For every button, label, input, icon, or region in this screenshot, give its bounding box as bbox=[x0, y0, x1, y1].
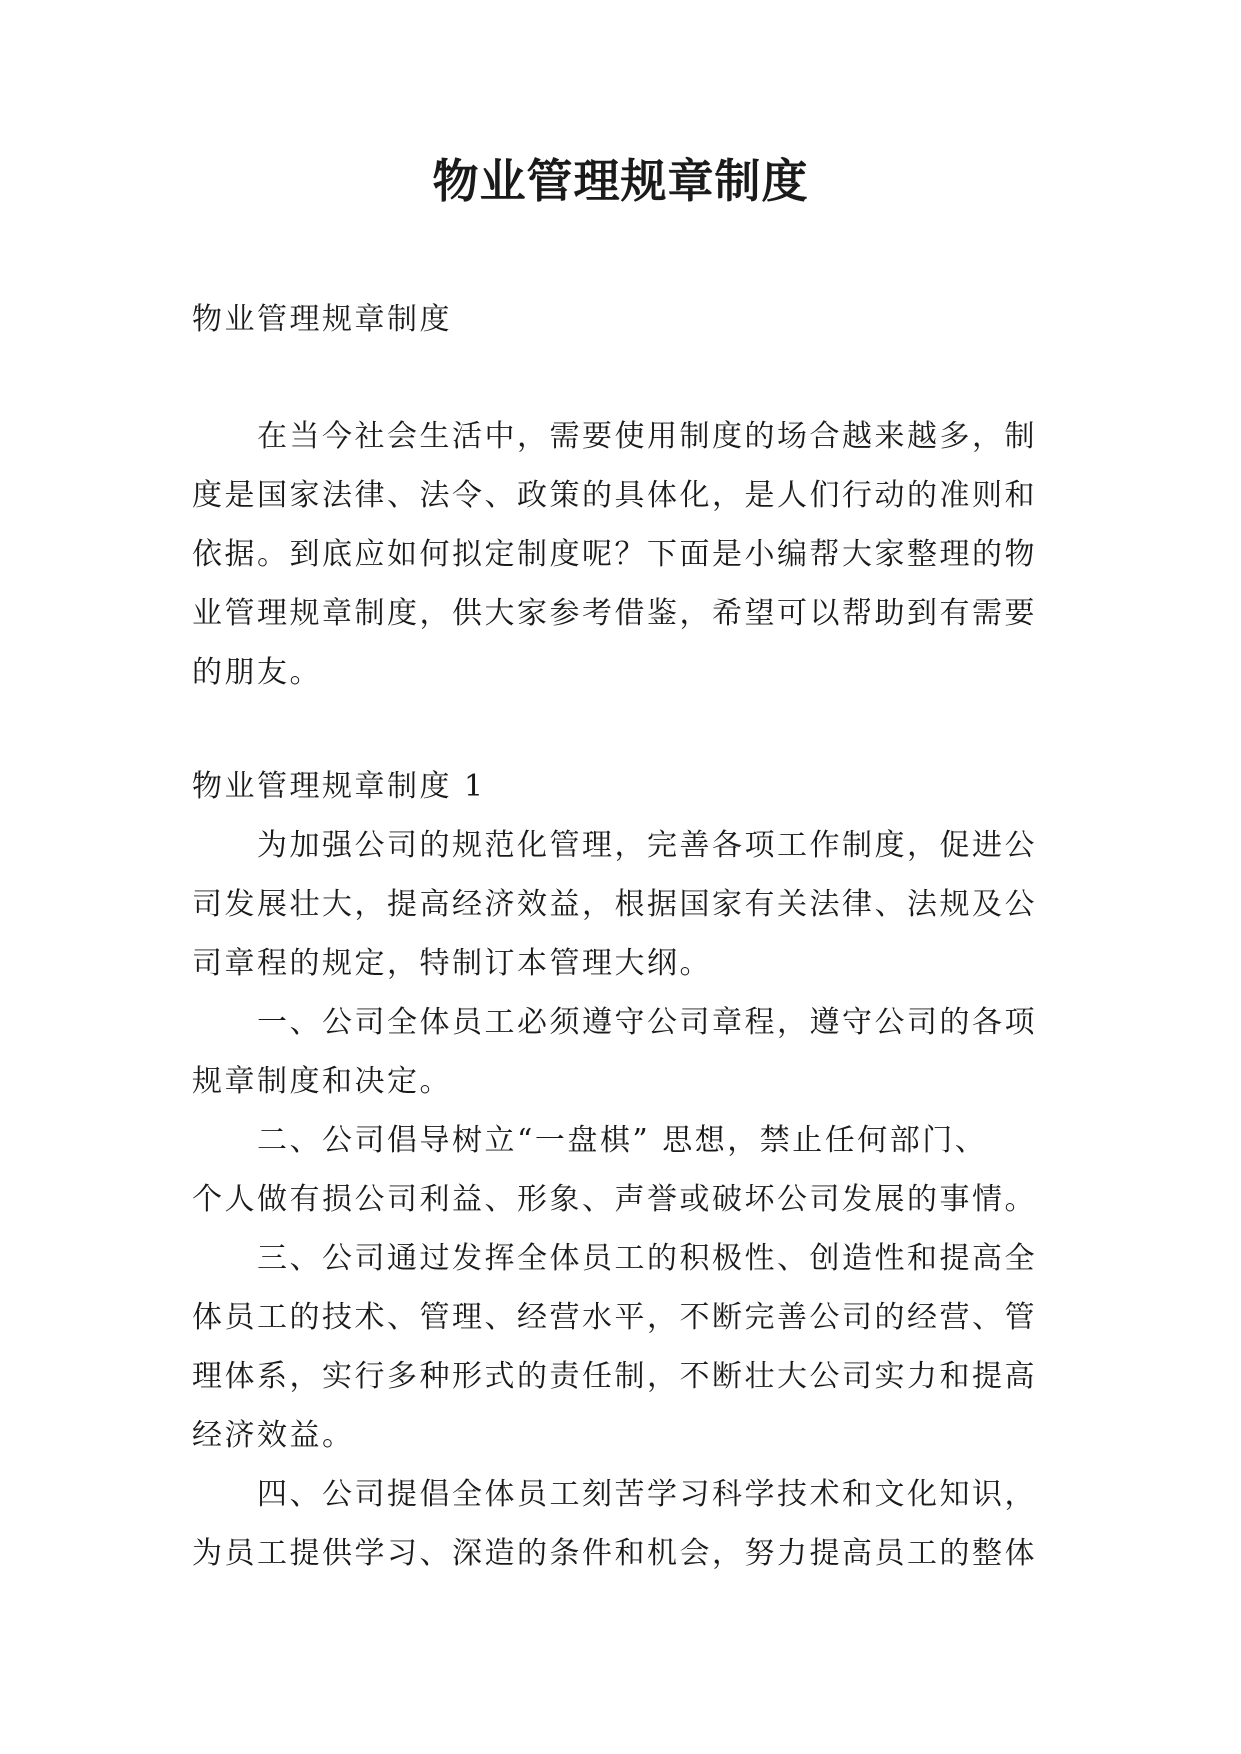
spacer bbox=[192, 702, 1052, 757]
text-line: 个人做有损公司利益、形象、声誉或破坏公司发展的事情。 bbox=[192, 1182, 1037, 1217]
text-line: 二、公司倡导树立“一盘棋” 思想，禁止任何部门、 bbox=[192, 1123, 988, 1158]
text-line: 度是国家法律、法令、政策的具体化，是人们行动的准则和 bbox=[192, 478, 1037, 513]
section-body bbox=[192, 816, 1052, 1583]
text-line: 司发展壮大，提高经济效益，根据国家有关法律、法规及公 bbox=[192, 887, 1037, 922]
document-body bbox=[192, 290, 1052, 1583]
text-line: 为加强公司的规范化管理，完善各项工作制度，促进公 bbox=[192, 828, 1037, 863]
text-line: 的朋友。 bbox=[192, 655, 322, 690]
page-title: 物业管理规章制度 bbox=[432, 154, 809, 208]
text-line: 体员工的技术、管理、经营水平，不断完善公司的经营、管 bbox=[192, 1300, 1037, 1335]
text-line: 在当今社会生活中，需要使用制度的场合越来越多，制 bbox=[192, 419, 1037, 454]
text-line: 为员工提供学习、深造的条件和机会，努力提高员工的整体 bbox=[192, 1536, 1037, 1571]
text-line: 规章制度和决定。 bbox=[192, 1064, 452, 1099]
document-subtitle: 物业管理规章制度 bbox=[192, 302, 452, 337]
text-line: 依据。到底应如何拟定制度呢？下面是小编帮大家整理的物 bbox=[192, 537, 1037, 572]
text-line: 一、公司全体员工必须遵守公司章程，遵守公司的各项 bbox=[192, 1005, 1037, 1040]
text-line: 理体系，实行多种形式的责任制，不断壮大公司实力和提高 bbox=[192, 1359, 1037, 1394]
text-line: 三、公司通过发挥全体员工的积极性、创造性和提高全 bbox=[192, 1241, 1037, 1276]
text-line: 业管理规章制度，供大家参考借鉴，希望可以帮助到有需要 bbox=[192, 596, 1037, 631]
text-line: 四、公司提倡全体员工刻苦学习科学技术和文化知识， bbox=[192, 1477, 1037, 1512]
section-heading: 物业管理规章制度 1 bbox=[192, 769, 486, 804]
text-line: 司章程的规定，特制订本管理大纲。 bbox=[192, 946, 712, 981]
text-line: 经济效益。 bbox=[192, 1418, 355, 1453]
spacer bbox=[192, 349, 1052, 407]
intro-paragraph bbox=[192, 407, 1052, 702]
